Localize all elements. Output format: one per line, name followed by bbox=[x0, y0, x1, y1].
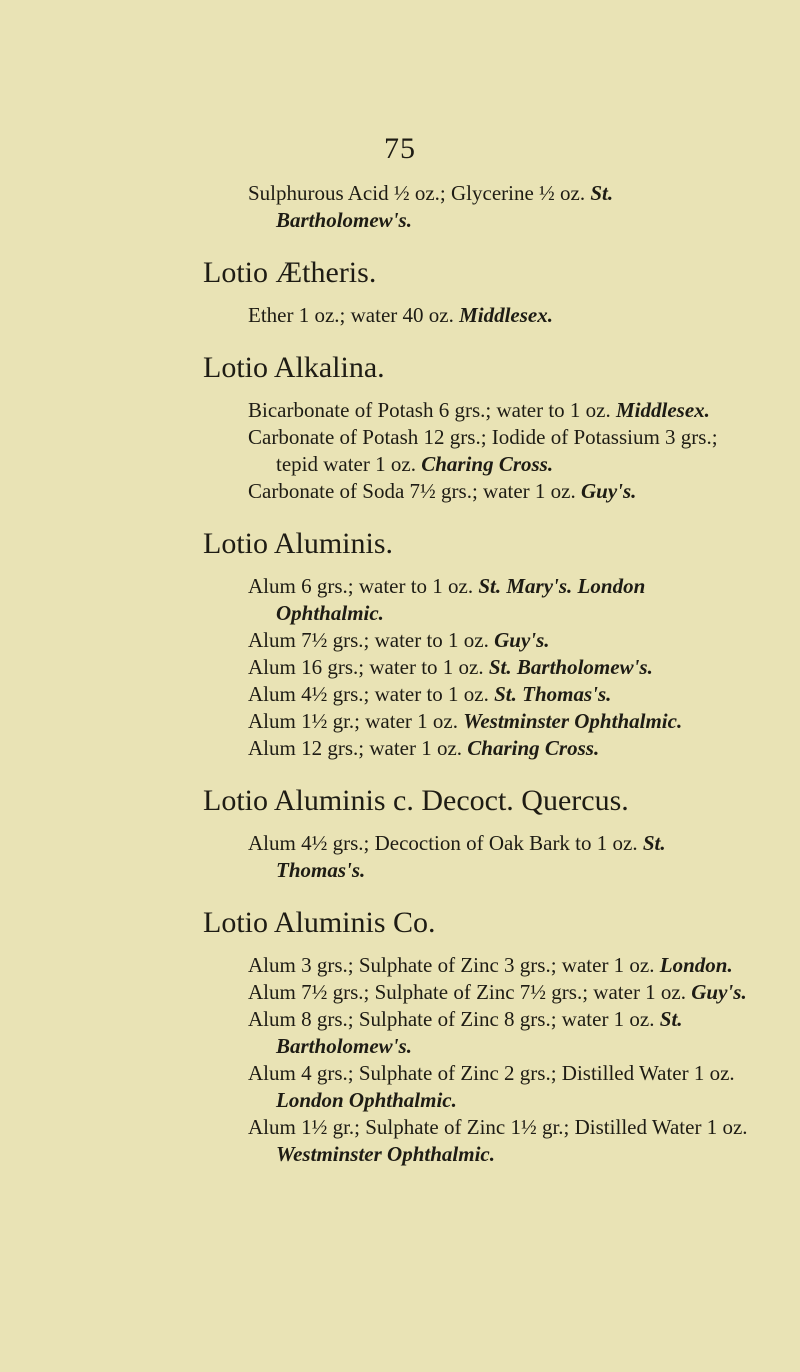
section-lotio-alkalina bbox=[203, 351, 748, 505]
entry-source: St. Thomas's. bbox=[494, 682, 612, 706]
recipe-entry bbox=[248, 424, 748, 478]
recipe-entry bbox=[248, 478, 748, 505]
entry-text: Carbonate of Soda 7½ grs.; water 1 oz. bbox=[248, 479, 576, 503]
entry-text: Alum 3 grs.; Sulphate of Zinc 3 grs.; water 1 oz. bbox=[248, 953, 655, 977]
entry-text: Alum 1½ gr.; water 1 oz. bbox=[248, 709, 458, 733]
entry-source: St. Mary's. London Ophthalmic. bbox=[276, 574, 646, 625]
entry-text: Bicarbonate of Potash 6 grs.; water to 1 oz. bbox=[248, 398, 611, 422]
recipe-entry bbox=[248, 1114, 748, 1168]
entry-source: Westminster Ophthalmic. bbox=[463, 709, 683, 733]
entry-source: Guy's. bbox=[691, 980, 747, 1004]
entry-text: Alum 7½ grs.; Sulphate of Zinc 7½ grs.; water 1 oz. bbox=[248, 980, 687, 1004]
entry-source: London Ophthalmic. bbox=[276, 1088, 457, 1112]
recipe-entry bbox=[248, 830, 748, 884]
recipe-entry bbox=[248, 979, 748, 1006]
recipe-entry bbox=[248, 654, 748, 681]
section-lotio-aluminis-decoct-quercus bbox=[203, 784, 748, 884]
recipe-entry bbox=[248, 1006, 748, 1060]
entry-source: St. Bartholomew's. bbox=[488, 655, 653, 679]
recipe-entry bbox=[248, 1060, 748, 1114]
entry-source: Guy's. bbox=[494, 628, 550, 652]
section-title: Lotio Aluminis Co. bbox=[203, 906, 436, 939]
section-title: Lotio Aluminis c. Decoct. Quercus. bbox=[203, 784, 629, 817]
entry-text: Ether 1 oz.; water 40 oz. bbox=[248, 303, 454, 327]
entry-source: Middlesex. bbox=[459, 303, 553, 327]
recipe-entry bbox=[248, 573, 748, 627]
entry-source: London. bbox=[659, 953, 733, 977]
entry-text: Alum 1½ gr.; Sulphate of Zinc 1½ gr.; Distilled Water 1 oz. bbox=[248, 1115, 748, 1139]
entry-text: Alum 6 grs.; water to 1 oz. bbox=[248, 574, 474, 598]
page-number: 75 bbox=[384, 132, 416, 165]
entry-source: St. Bartholomew's. bbox=[276, 181, 614, 232]
entry-text: Alum 4½ grs.; Decoction of Oak Bark to 1 oz. bbox=[248, 831, 638, 855]
entry-text: Alum 7½ grs.; water to 1 oz. bbox=[248, 628, 489, 652]
recipe-entry bbox=[248, 681, 748, 708]
entry-text: Alum 4 grs.; Sulphate of Zinc 2 grs.; Distilled Water 1 oz. bbox=[248, 1061, 735, 1085]
page-content bbox=[203, 180, 748, 1168]
entry-source: St. Thomas's. bbox=[276, 831, 666, 882]
section-title: Lotio Ætheris. bbox=[203, 256, 377, 289]
entry-text: Alum 8 grs.; Sulphate of Zinc 8 grs.; water 1 oz. bbox=[248, 1007, 655, 1031]
section-title: Lotio Aluminis. bbox=[203, 527, 394, 560]
entry-text: Alum 12 grs.; water 1 oz. bbox=[248, 736, 463, 760]
recipe-entry bbox=[248, 708, 748, 735]
entry-source: St. Bartholomew's. bbox=[276, 1007, 683, 1058]
recipe-entry bbox=[248, 627, 748, 654]
entry-text: Carbonate of Potash 12 grs.; Iodide of Potassium 3 grs.; tepid water 1 oz. bbox=[248, 425, 718, 476]
recipe-entry bbox=[248, 952, 748, 979]
entry-text: Sulphurous Acid ½ oz.; Glycerine ½ oz. bbox=[248, 181, 586, 205]
section-lotio-aetheris bbox=[203, 256, 748, 329]
intro-entry bbox=[248, 180, 748, 234]
recipe-entry bbox=[248, 302, 748, 329]
entry-source: Charing Cross. bbox=[421, 452, 554, 476]
entry-source: Charing Cross. bbox=[467, 736, 600, 760]
entry-source: Westminster Ophthalmic. bbox=[276, 1142, 495, 1166]
recipe-entry bbox=[248, 735, 748, 762]
entry-text: Alum 4½ grs.; water to 1 oz. bbox=[248, 682, 489, 706]
entry-source: Middlesex. bbox=[616, 398, 710, 422]
section-title: Lotio Alkalina. bbox=[203, 351, 385, 384]
recipe-entry bbox=[248, 397, 748, 424]
section-lotio-aluminis bbox=[203, 527, 748, 762]
entry-source: Guy's. bbox=[581, 479, 637, 503]
section-lotio-aluminis-co bbox=[203, 906, 748, 1168]
entry-text: Alum 16 grs.; water to 1 oz. bbox=[248, 655, 484, 679]
